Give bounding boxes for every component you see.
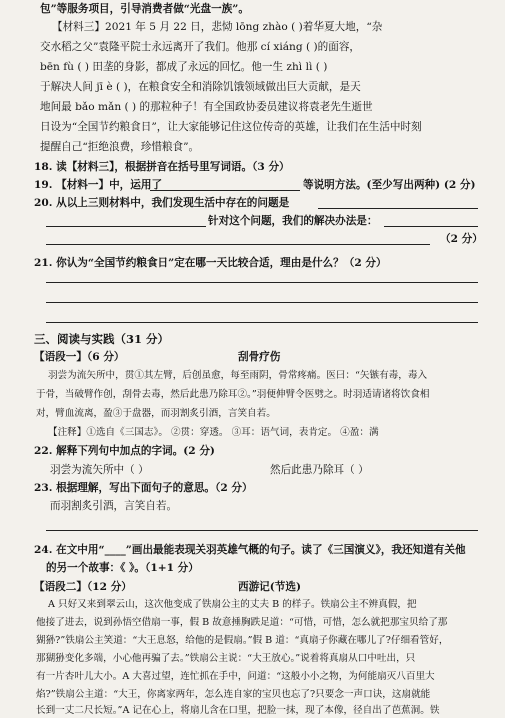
passage2-line4: 那猢狲变化多端，小心他再骗了去。”铁扇公主说：“大王放心。”说着将真扇从口中吐出，只	[36, 653, 416, 664]
passage1-label: 【语段一】（6 分）	[34, 351, 125, 363]
question-20-prompt: 20. 从以上三则材料中，我们发现生活中存在的问题是	[34, 197, 290, 209]
answer-line-20b[interactable]	[46, 226, 206, 227]
question-20-score: （2 分）	[440, 233, 483, 245]
question-19-prompt: 19. 【材料一】中，运用了	[34, 179, 163, 191]
material3-line3: bēn fù ( ) 田垄的身影，都成了永远的回忆。他一生 zhì lì ( )	[40, 61, 328, 73]
material2-end: 包”等服务项目，引导消费者做“光盘一族”。	[40, 3, 249, 15]
material3-line5: 地间最 bǎo mǎn ( ) 的那粒种子！有全国政协委员建议将袁老先生逝世	[40, 101, 373, 113]
passage1-line2: 于骨，当破臂作创，刮骨去毒，然后此患乃除耳②。”羽便伸臂令医劈之。时羽适请诸将饮食相	[36, 389, 430, 400]
answer-line-20a[interactable]	[318, 208, 478, 209]
answer-line-23[interactable]	[46, 530, 478, 531]
passage1-title: 刮骨疗伤	[238, 351, 281, 363]
question-22: 22. 解释下列句中加点的字词。(2 分)	[34, 445, 215, 457]
material3-line4: 于解决人间 jī è ( )，在粮食安全和消除饥饿领域做出巨大贡献，是天	[40, 81, 361, 93]
answer-line-20c[interactable]	[384, 226, 478, 227]
question-23-sentence: 而羽割炙引酒，言笑自若。	[50, 500, 178, 512]
question-19-suffix: 等说明方法。(至少写出两种) (2 分)	[303, 179, 476, 191]
question-22b: 然后此患乃除耳（ ）	[270, 464, 369, 476]
material3-line1: 【材料三】2021 年 5 月 22 日，悲恸 lōng zhào ( )着华夏大地，“杂	[52, 21, 383, 33]
question-22a: 羽尝为流矢所中（ ）	[50, 464, 149, 476]
section-3-heading: 三、阅读与实践（31 分）	[34, 332, 170, 346]
passage2-line1: A 只好又来到翠云山，这次他变成了铁扇公主的丈夫 B 的样子。铁扇公主不辨真假，把	[48, 599, 417, 610]
passage2-title: 西游记(节选)	[238, 581, 301, 593]
passage2-line5: 有一片杏叶儿大小。A 大喜过望，连忙抓在手中，问道：“这般小小之物，为何能扇灭八百里大	[36, 671, 435, 682]
passage2-line7: 长到一丈二尺长短。”A 记在心上，将扇儿含在口里，把脸一抹，现了本像，径自出了芭蕉洞。铁	[36, 705, 440, 716]
question-20-solution: 针对这个问题，我们的解决办法是：	[208, 215, 378, 227]
question-24-line1: 24. 在文中用“____”画出最能表现关羽英雄气概的句子。读了《三国演义》，我还知道有关他	[34, 544, 466, 556]
question-24-line2: 的另一个故事：《 》。（1+1 分）	[46, 562, 199, 574]
passage1-line1: 羽尝为流矢所中，贯①其左臂，后创虽愈，每至雨阴，骨常疼痛。医曰：“矢镞有毒，毒入	[48, 370, 428, 381]
passage2-line3: 猢狲?”铁扇公主笑道：“大王息怒，给他的是假扇。”假 B 道：“真扇子你藏在哪儿了?仔细看管好，	[36, 635, 449, 646]
answer-line-21b[interactable]	[46, 302, 478, 303]
passage1-notes: 【注释】①选自《三国志》。 ②贯：穿透。 ③耳：语气词，表肯定。 ④盈：满	[48, 427, 379, 438]
question-18: 18. 读【材料三】，根据拼音在括号里写词语。（3 分）	[34, 161, 290, 173]
material3-line2: 交水稻之父”袁隆平院士永远离开了我们。他那 cí xiáng ( )的面容，	[40, 41, 361, 53]
passage1-line3: 对，臂血流离，盈③于盘器，而羽割炙引酒，言笑自若。	[36, 408, 276, 419]
passage2-line6: 焰?”铁扇公主道：“大王，你离家两年，怎么连自家的宝贝也忘了?只要念一声口诀，这扇就能	[36, 689, 431, 700]
question-23: 23. 根据理解，写出下面句子的意思。（2 分）	[34, 482, 253, 494]
passage2-label: 【语段二】（12 分）	[34, 581, 132, 593]
answer-line-20d[interactable]	[46, 244, 430, 245]
passage2-line2: 他接了进去，说到孙悟空借扇一事，假 B 故意捶胸跌足道：“可惜，可惜，怎么就把那宝贝给了那	[36, 617, 448, 628]
material3-line7: 提醒自己“拒绝浪费，珍惜粮食”。	[40, 141, 200, 153]
answer-line-21a[interactable]	[46, 282, 478, 283]
answer-line-19[interactable]	[150, 190, 300, 191]
answer-line-21c[interactable]	[46, 322, 478, 323]
material3-line6: 日设为“全国节约粮食日”，让大家能够记住这位传奇的英雄，让我们在生活中时刻	[40, 121, 422, 133]
question-21: 21. 你认为“全国节约粮食日”定在哪一天比较合适，理由是什么？（2 分）	[34, 257, 387, 269]
